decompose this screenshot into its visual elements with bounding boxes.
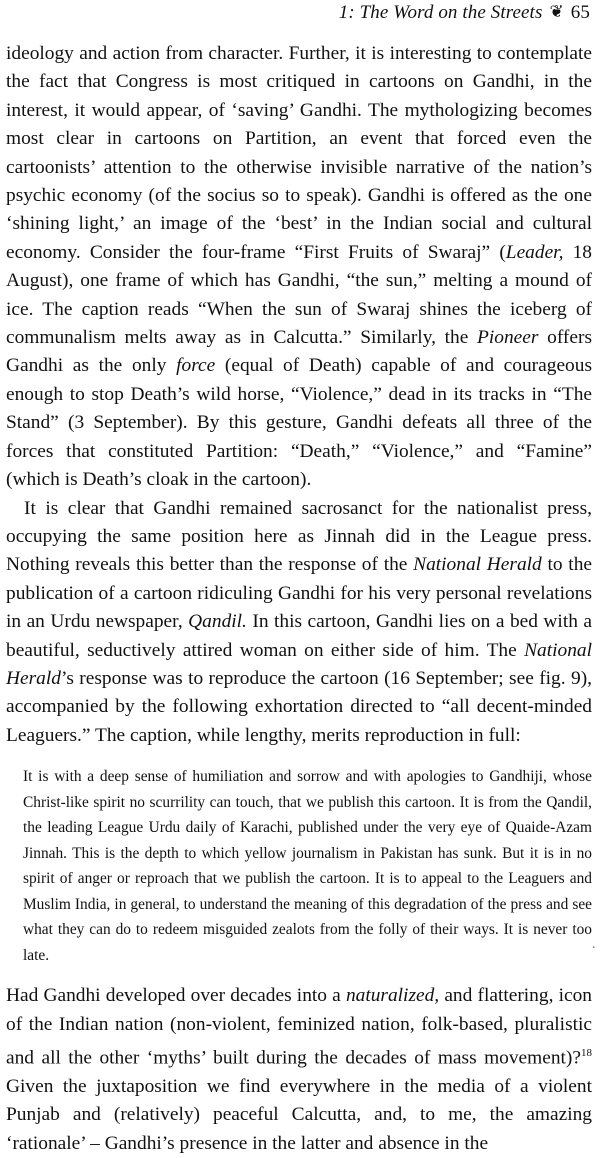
text-run: offers Gandhi as the only — [6, 327, 592, 377]
text-run: It is clear that Gandhi remained sacrosanct for the nationalist press, occupying the same position here as Jinnah did in the League press. Nothing reveals this better than the response of the — [6, 497, 592, 576]
italic-run: Pioneer — [477, 327, 539, 349]
italic-run: Leader, — [505, 241, 564, 263]
page-number: 65 — [570, 2, 590, 23]
text-run: to the publication of a cartoon ridiculing Gandhi for his very personal revelations in an Urdu newspaper, — [6, 554, 592, 633]
italic-run: Qandil. — [188, 611, 247, 633]
text-run: ’s response was to reproduce the cartoon (16 September; see fig. 9), accompanied by the following exhortation directed to “all decent-minded Leaguers.” The caption, while lengthy, merits reproduction in full: — [6, 667, 592, 746]
text-run: Had Gandhi developed over decades into a — [6, 985, 346, 1007]
paragraph-naturalized-icon — [6, 982, 592, 1158]
italic-run: National Herald — [6, 639, 592, 689]
page-body — [6, 40, 592, 1158]
margin-mark: · — [591, 941, 596, 956]
block-quotation: It is with a deep sense of humiliation and sorrow and with apologies to Gandhiji, whose Christ-like spirit no scurrility can touch, that we publish this cartoon. It is from the Qandil, the leading League Urdu daily of Karachi, published under the very eye of Quaide-Azam Jinnah. This is the depth to which yellow journalism in Pakistan has sunk. But it is in no spirit of anger or reproach that we publish the cartoon. It is to appeal to the Leaguers and Muslim India, in general, to understand the meaning of this degradation of the press and see what they can do to redeem misguided zealots from the folly of their ways. It is never too late. — [23, 768, 592, 964]
text-run: ideology and action from character. Further, it is interesting to contemplate the fact that Congress is most critiqued in cartoons on Gandhi, in the interest, it would appear, of ‘saving’ Gandhi. The mythologizing becomes most clear in cartoons on Partition, an event that forced even the cartoonists’ attention to the otherwise invisible narrative of the nation’s psychic economy (of the socius so to speak). Gandhi is offered as the one ‘shining light,’ an image of the ‘best’ in the Indian social and cultural economy. Consider the four-frame “First Fruits of Swaraj” ( — [6, 43, 592, 263]
italic-run: National Herald — [413, 554, 542, 576]
running-head — [339, 2, 590, 24]
running-title: 1: The Word on the Streets — [338, 2, 543, 23]
text-run: (equal of Death) capable of and courageous enough to stop Death’s wild horse, “Violence,” dead in its tracks in “The Stand” (3 September). By this gesture, Gandhi defeats all three of the forces that constituted Partition: “Death,” “Violence,” and “Famine” (which is Death’s cloak in the cartoon). — [6, 355, 592, 491]
text-run: Given the juxtaposition we find everywhere in the media of a violent Punjab and (relatively) peaceful Calcutta, and, to me, the amazing ‘rationale’ – Gandhi’s presence in the latter and absence in the — [6, 1075, 592, 1154]
leaf-ornament-icon: ❦ — [549, 2, 564, 21]
text-run: In this cartoon, Gandhi lies on a bed with a beautiful, seductively attired woman on either side of him. The — [6, 611, 592, 661]
footnote-ref: 18 — [581, 1046, 592, 1059]
text-run: and flattering, icon of the Indian nation (non-violent, feminized nation, folk-based, pluralistic and all the other ‘myths’ built during the decades of mass movement)? — [6, 985, 592, 1069]
paragraph-gandhi-sacrosanct — [6, 495, 592, 751]
italic-run: naturalized, — [345, 985, 440, 1007]
text-run: 18 August), one frame of which has Gandhi, “the sun,” melting a mound of ice. The caption reads “When the sun of Swaraj shines the iceberg of communalism melts away as in Calcutta.” Similarly, the — [6, 241, 592, 349]
italic-run: force — [176, 355, 216, 377]
paragraph-continued — [6, 40, 592, 495]
